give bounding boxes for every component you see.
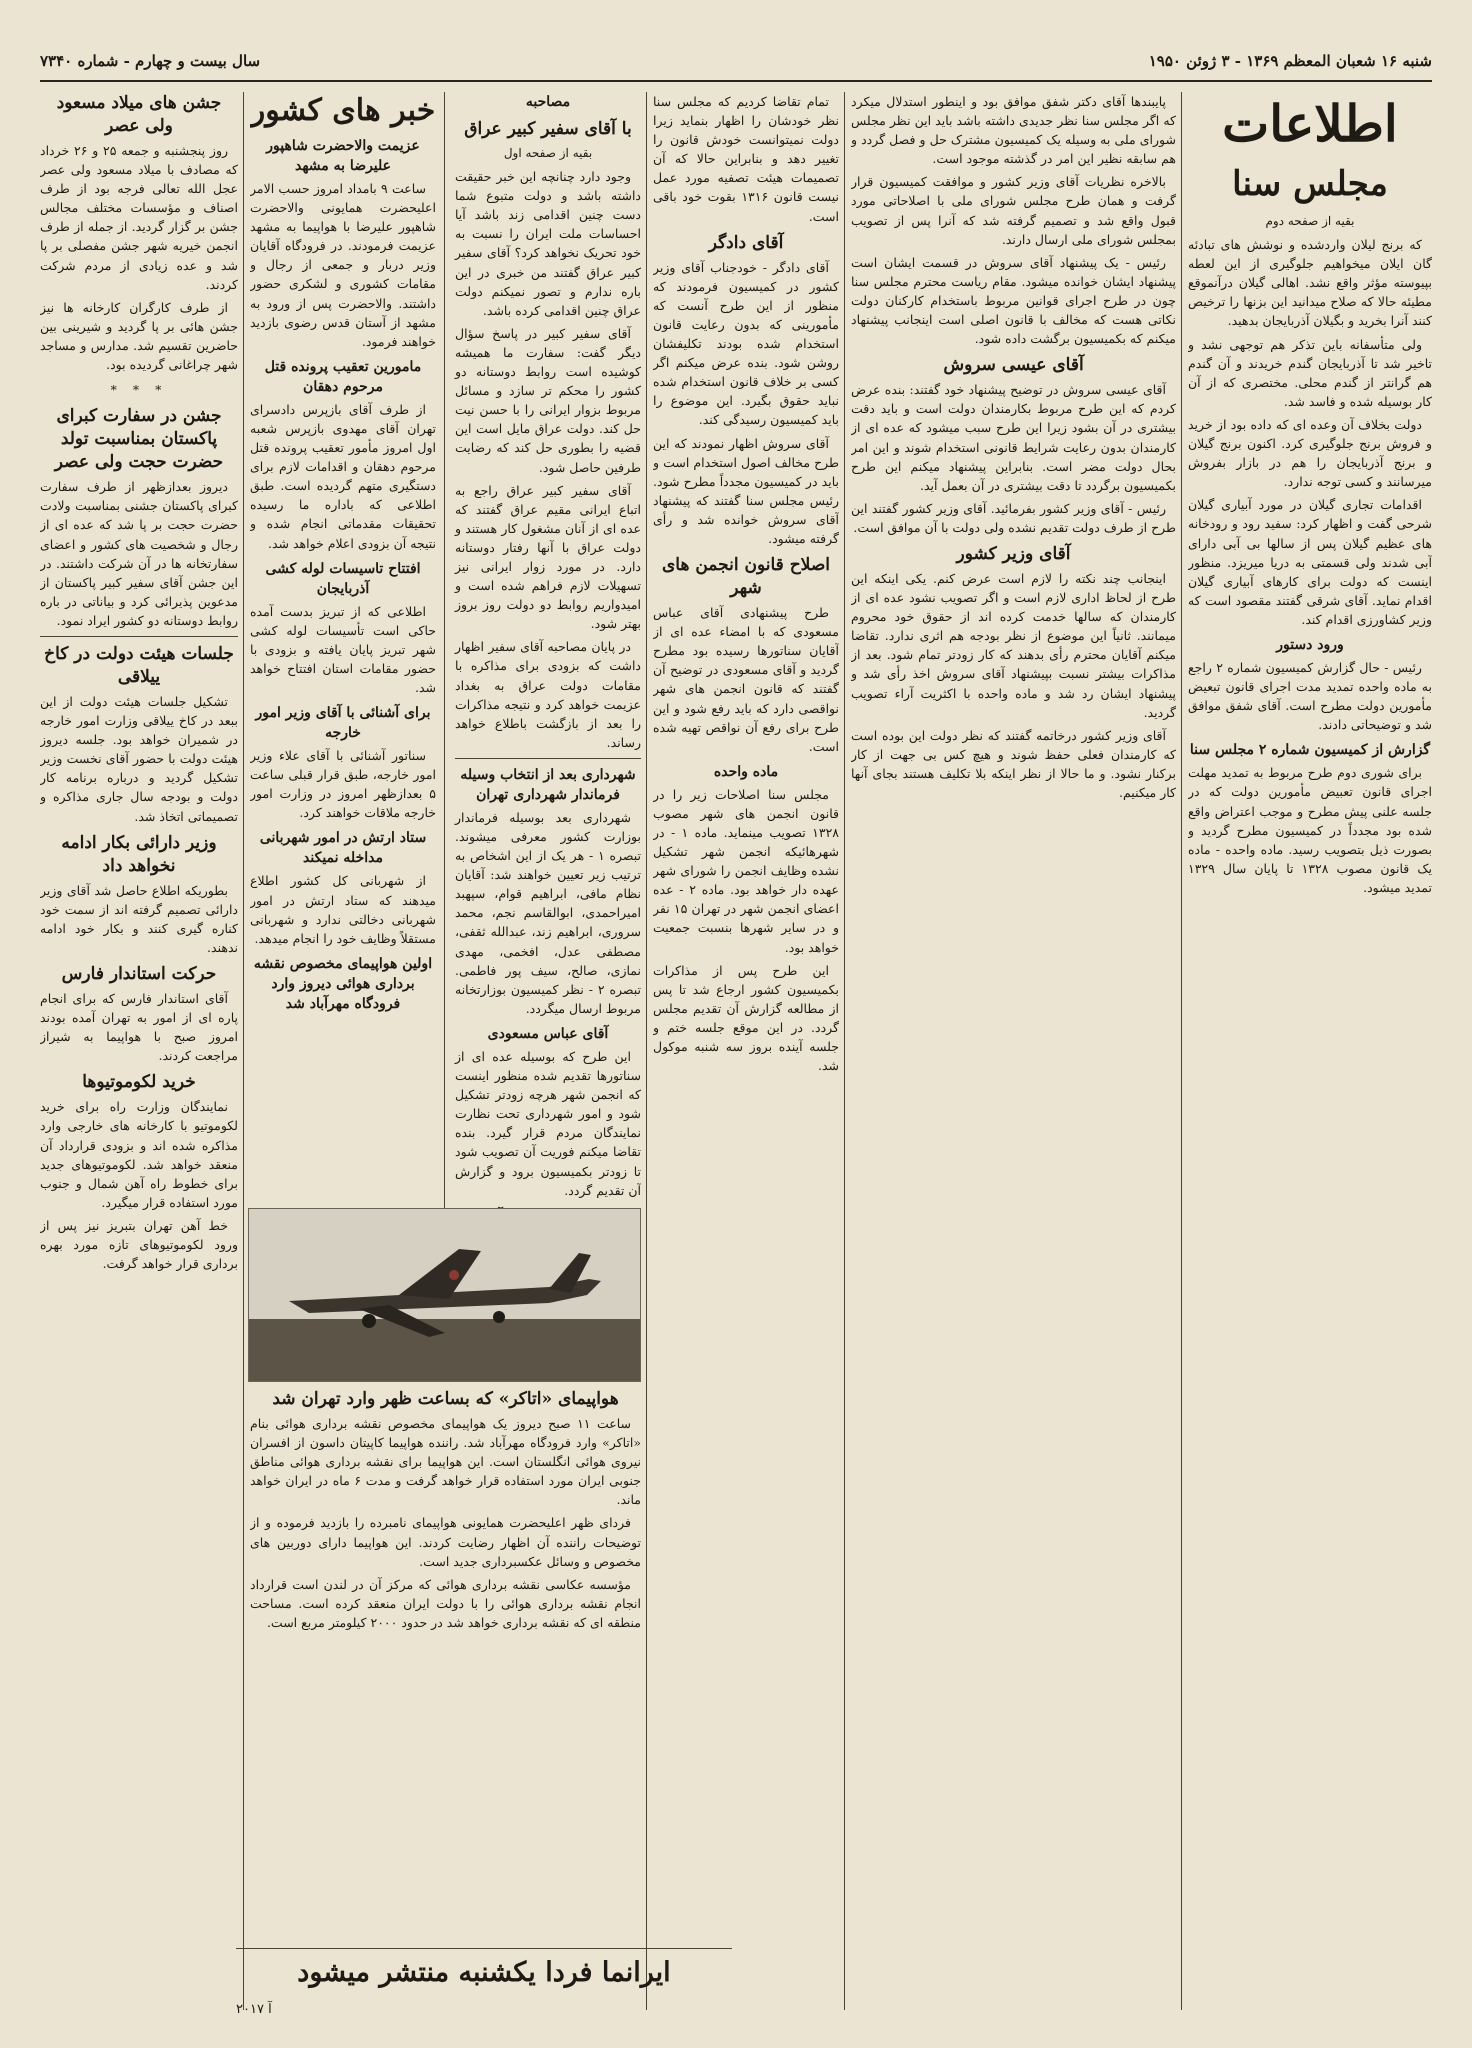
- article-paragraph: این طرح که بوسیله عده ای از سناتورها تقدیم شده منظور اینست که انجمن شهر هرچه زودتر تشکیل شود و امور شهرداری تحت نظارت نمایندگان مردم قرار گیرد. بنده تقاضا میکنم فوریت آن تصویب شود تا زودتر بکمیسیون برود و گزارش آن تقدیم گردد.: [455, 1048, 641, 1198]
- article-paragraph: وجود دارد چنانچه این خبر حقیقت داشته باشد و دولت متبوع شما دست چنین اقدامی زند باشد آیا احساسات ملت ایران را نسبت به خود تحریک نخواهد کرد؟ آقای سفیر کبیر عراق گفتند من خبری در این باره ندارم و تصور نمیکنم دولت عراق چنین اقدامی کرده باشد.: [455, 169, 641, 318]
- brief-headline: خرید لکوموتیوها: [82, 1072, 196, 1093]
- national-news-headline: خبر های کشور: [250, 93, 436, 128]
- section-subhead: شهرداری بعد از انتخاب وسیله فرماندار شهرداری تهران: [460, 766, 636, 803]
- column-rule: [646, 92, 647, 2010]
- top-split: [250, 92, 641, 1366]
- news-subhead: برای آشنائی با آقای وزیر امور خارجه: [255, 705, 431, 742]
- interview-headline: با آقای سفیر کبیر عراق: [464, 119, 632, 139]
- brief-headline: جلسات هیئت دولت در کاخ ییلاقی: [44, 643, 234, 687]
- section-subhead: آقای عیسی سروش: [943, 355, 1084, 376]
- news-subhead: ستاد ارتش در امور شهربانی مداخله نمیکند: [259, 830, 427, 867]
- separator-stars: * * *: [110, 382, 168, 398]
- news-paragraph: اطلاعی که از تبریز بدست آمده حاکی است تأسیسات لوله کشی شهر تبریز پایان یافته و بزودی با حضور مقامات استان افتتاح خواهد شد.: [250, 603, 436, 695]
- article-paragraph: مجلس سنا اصلاحات زیر را در قانون انجمن های شهر مصوب ۱۳۲۸ تصویب مینماید. ماده ۱ - در شهرهائیکه انجمن شهر تشکیل نشده وظایف انجمن را شورای شهر عهده دار خواهد بود. ماده ۲ - عده اعضای انجمن شهر در تهران ۱۵ نفر و در سایر شهرها بنسبت جمعیت خواهد بود.: [653, 786, 839, 955]
- brief-headline: جشن در سفارت کبرای پاکستان بمناسبت تولد حضرت حجت ولی عصر: [54, 406, 224, 473]
- brief-paragraph: از طرف کارگران کارخانه ها نیز جشن هائی بر پا گردید و شیرینی بین حاضرین تقسیم شد. مدارس و مساجد شهر چراغانی گردیده بود.: [40, 299, 238, 373]
- article-paragraph: اینجانب چند نکته را لازم است عرض کنم. یکی اینکه این طرح از لحاظ اداری لازم است و اگر تصویب نشود عده ای از کارمندان که سالها خدمت کرده اند از حقوق خود محروم میمانند. ثانیاً این موضوع از نظر بودجه هم اثری ندارد. تقاضا میکنم آقایان محترم رأی بدهند که کار زودتر تمام شود. بعد از مذاکرات بیشتر نسبت بپیشنهاد آقای سروش اخذ رأی شد و پیشنهاد ایشان رد شد و ماده واحده با اکثریت آراء تصویب گردید.: [851, 570, 1176, 720]
- article-paragraph: آقای دادگر - خودجناب آقای وزیر کشور در کمیسیون فرمودند که منظور از این طرح آنست که مأمورینی که بدون رعایت قانون استخدام شده بودند تکلیفشان روشن شود. بنده عرض میکنم اگر کسی بر خلاف قانون استخدام شده نباید حقوق بگیرد. این موضوع را باید کمیسیون رسیدگی کند.: [653, 259, 839, 428]
- article-paragraph: که برنج لیلان واردشده و نوشش های تبادئه گان ایلان میخواهیم جلوگیری از این لعطه بپیوسته مؤثر واقع نشد. اهالی گیلان درآنموقع مطیئه حالا که صلاح میدانید این بزنها را ترخیص کنند آنرا بخرید و بگیلان آذربایجان بدهید.: [1188, 237, 1432, 329]
- brief-headline: وزیر دارائی بکار ادامه نخواهد داد: [61, 832, 217, 876]
- article-paragraph: این طرح پس از مذاکرات بکمیسیون کشور ارجاع شد تا پس از مطالعه گزارش آن تقدیم مجلس گردد. در این موقع جلسه ختم و جلسه آینده بروز سه شنبه موکول شد.: [653, 962, 839, 1074]
- section-subhead: اصلاح قانون انجمن های شهر: [662, 555, 830, 599]
- aircraft-photo: [248, 1208, 641, 1382]
- article-paragraph: اقدامات تجاری گیلان در مورد آبیاری گیلان شرحی گفت و اظهار کرد: سفید رود و رودخانه های عظیم گیلان پس از سالها بی آبی دارای آبی شدند ولی قسمتی به دریا میریزد. منظور اینست که دولت برای کارهای آبیاری گیلان اقدام نماید. آقای شرقی گفتند مقصود است که وزیر کشاورزی اقدام کند.: [1188, 497, 1432, 627]
- article-paragraph: شهرداری بعد بوسیله فرماندار بوزارت کشور معرفی میشوند. تبصره ۱ - هر یک از این اشخاص به ترتیب زیر تعیین خواهند شد: آقایان نظام مافی، ابراهیم قوام، سپهبد امیراحمدی، ابوالقاسم نجم، محمد سروری، ابراهیم زند، عبدالله ثقفی، مصطفی عدل، افخمی، مهدی نمازی، صالح، سیف پور فاطمی. تبصره ۲ - نظر کمیسیون بوزارتخانه مربوط ارسال میگردد.: [455, 809, 641, 1016]
- brief-headline: جشن های میلاد مسعود ولی عصر: [56, 93, 222, 136]
- article-paragraph: پایبندها آقای دکتر شفق موافق بود و اینطور استدلال میکرد که اگر مجلس سنا نظر جدیدی داشته باشد باید این نظر مجلس شورای ملی به وسیله یک کمیسیون مشترک حل و فصل گردد و هم سابقه نظیر این امر در گذشته موجود است.: [851, 94, 1176, 167]
- article-paragraph: رئیس - آقای وزیر کشور بفرمائید. آقای وزیر کشور گفتند این طرح از طرف دولت تقدیم نشده ولی دولت با آن موافق است.: [851, 500, 1176, 535]
- news-subhead: عزیمت والاحضرت شاهپور علیرضا به مشهد: [266, 138, 420, 174]
- column-senate-debate: [653, 92, 839, 2018]
- brief-paragraph: تشکیل جلسات هیئت دولت از این ببعد در کاخ ییلاقی وزارت امور خارجه در شمیران خواهد بود. جلسه دیروز هیئت دولت با حضور آقای نخست وزیر تشکیل گردید و درباره برنامه کار دولت و بودجه سال جاری مذاکره و تصمیماتی اتخاذ شد.: [40, 693, 238, 824]
- continued-note: بقیه از صفحه دوم: [1265, 214, 1355, 228]
- article-paragraph: دولت بخلاف آن وعده ای که داده بود از خرید و فروش برنج جلوگیری کرد. اکنون برنج گیلان و برنج آذربایجان را هم در بازار بفروش میرسانند و کسی توجه ندارد.: [1188, 416, 1432, 490]
- brief-headline: حرکت استاندار فارس: [61, 964, 217, 984]
- aircraft-story: [250, 1388, 641, 1936]
- article-paragraph: آقای سفیر کبیر در پاسخ سؤال دیگر گفت: سفارت ما همیشه کوشیده است روابط دوستانه دو کشور را محکم تر سازد و مسائل مربوط بزوار ایرانی را با حسن نیت حل کند. دولت عراق مایل است این قضیه را بطوری حل کند که رضایت طرفین حاصل شود.: [455, 325, 641, 475]
- section-subhead: ورود دستور: [1276, 636, 1344, 653]
- interview-section: [455, 92, 641, 1366]
- news-paragraph: از شهربانی کل کشور اطلاع میدهند که ستاد ارتش در امور شهربانی دخالتی ندارد و شهربانی مستقلاً وظایف خود را انجام میدهد.: [250, 873, 436, 946]
- brief-paragraph: نمایندگان وزارت راه برای خرید لکوموتیو با کارخانه های خارجی وارد مذاکره شده اند و بزودی قرارداد آن منعقد خواهد شد. لکوموتیوهای جدید برای خطوط راه آهن شمال و جنوب مورد استفاده قرار میگیرد.: [40, 1099, 238, 1210]
- issue-date: شنبه ۱۶ شعبان المعظم ۱۳۶۹ - ۳ ژوئن ۱۹۵۰: [1148, 52, 1432, 70]
- news-paragraph: ساعت ۹ بامداد امروز حسب الامر اعلیحضرت همایونی والاحضرت شاهپور علیرضا با هواپیما به مشهد عزیمت فرمودند. در فرودگاه آقایان وزیر دربار و جمعی از رجال و مقامات کشوری و لشکری حضور داشتند. والاحضرت پس از ورود به مشهد از آستان قدس رضوی بازدید خواهند فرمود.: [250, 181, 436, 349]
- news-subhead: مامورین تعقیب پرونده قتل مرحوم دهقان: [264, 358, 422, 395]
- article-paragraph: آقای سروش اظهار نمودند که این طرح مخالف اصول استخدام است و باید در کمیسیون مجدداً مطرح شود. رئیس مجلس سنا گفتند که پیشنهاد آقای سروش خوانده شد و رأی گرفته میشود.: [653, 435, 839, 546]
- interview-kicker: مصاحبه: [525, 94, 571, 110]
- issue-number: سال بیست و چهارم - شماره ۷۳۴۰: [40, 52, 261, 70]
- article-paragraph: بالاخره نظریات آقای وزیر کشور و موافقت کمیسیون قرار گرفت و همان طرح مجلس شورای ملی با اصلاحاتی مورد قبول واقع شد و تصمیم گرفته شد که آنرا پس از تصویب بمجلس شورای ملی ارسال دارند.: [851, 174, 1176, 247]
- section-subhead: آقای وزیر کشور: [956, 543, 1071, 564]
- column-rule: [1181, 92, 1182, 2010]
- divider: [40, 636, 238, 637]
- continued-note: بقیه از صفحه اول: [503, 146, 593, 160]
- section-subhead: گزارش از کمیسیون شماره ۲ مجلس سنا: [1189, 742, 1431, 759]
- article-paragraph: برای شوری دوم طرح مربوط به تمدید مهلت اجرای قانون تعبیض مأمورین دولت که در جلسه علنی پیش مطرح و موجب اعتراض واقع شده بود مجدداً در کمیسیون مطرح گردید و بصورت ذیل بتصویب رسید. ماده واحده - ماده یک قانون مصوب ۱۳۲۸ تا پایان سال ۱۳۲۹ تمدید میشود.: [1188, 765, 1432, 895]
- article-paragraph: آقای وزیر کشور درخاتمه گفتند که نظر دولت این بوده است که کارمندان فعلی حفظ شوند و هیچ کس بی جهت از کار برکنار نشود. و ما حالا از نظر اینکه بلا تکلیف هستند بجای آنها کار میکنیم.: [851, 727, 1176, 800]
- column-senate-continued: [851, 92, 1176, 2018]
- brief-paragraph: خط آهن تهران بتبریز نیز پس از ورود لکوموتیوهای تازه مورد بهره برداری قرار خواهد گرفت.: [40, 1217, 238, 1272]
- news-paragraph: مؤسسه عکاسی نقشه برداری هوائی که مرکز آن در لندن است قرارداد انجام نقشه برداری هوائی را با دولت ایران منعقد کرده است. مساحت منطقه ای که نقشه برداری خواهد شد در حدود ۲۰۰۰ کیلومتر مربع است.: [250, 1576, 641, 1630]
- article-paragraph: ولی متأسفانه باین تذکر هم توجهی نشد و تاخیر شد تا آذربایجان گندم خریدند و آن گندم هم گرانتر از گندم محلی. مختصری که از آن کار بوسیله شده و فاسد شد.: [1188, 336, 1432, 409]
- newspaper-logo: اطلاعات: [1222, 94, 1398, 153]
- footer-banner: ایرانما فردا یکشنبه منتشر میشود: [236, 1948, 732, 1988]
- section-subhead: ماده واحده: [713, 763, 779, 780]
- news-paragraph: فردای ظهر اعلیحضرت همایونی هواپیمای نامبرده را بازدید فرموده و از توضیحات راننده آن اظهار رضایت کردند. این هواپیما دارای دوربین های مخصوص و وسائل عکسبرداری جدید است.: [250, 1515, 641, 1569]
- article-paragraph: در پایان مصاحبه آقای سفیر اظهار داشت که بزودی برای مذاکره با مقامات دولت عراق به بغداد عزیمت خواهد کرد و نتیجه مذاکرات را بعد از بازگشت باطلاع خواهد رساند.: [455, 639, 641, 750]
- article-paragraph: طرح پیشنهادی آقای عباس مسعودی که با امضاء عده ای از آقایان سناتورها رسیده بود مطرح گردید و آقای مسعودی در توضیح آن گفتند که قانون انجمن های شهر نواقصی دارد که باید رفع شود و این طرح برای رفع آن نواقص تهیه شده است.: [653, 605, 839, 754]
- article-paragraph: آقای سفیر کبیر عراق راجع به اتباع ایرانی مقیم عراق گفتند که عده ای از آنان مشغول کار هستند و دولت عراق با آنها رفتار دوستانه دارد. در مورد زوار ایرانی نیز تسهیلات لازم فراهم شده است و امیدواریم روابط دو دولت روز بروز بهتر شود.: [455, 482, 641, 632]
- article-paragraph: رئیس - یک پیشنهاد آقای سروش در قسمت ایشان است پیشنهاد ایشان خوانده میشود. مقام ریاست محترم مجلس سنا چون در طرح اجرای قوانین مربوط باستخدام کارکنان دولت نکاتی هست که مخالف با قانون اصلی است اینجانب پیشنهاد میکنم که بکمیسیون برگشت داده شود.: [851, 254, 1176, 347]
- aircraft-illustration: [249, 1209, 640, 1381]
- national-news-section: [250, 92, 445, 1366]
- divider: [455, 758, 641, 759]
- column-senate: [1188, 92, 1432, 2018]
- news-paragraph: سناتور آشنائی با آقای علاء وزیر امور خارجه، طبق قرار قبلی ساعت ۵ بعدازظهر امروز در وزارت امور خارجه ملاقات خواهند کرد.: [250, 748, 436, 821]
- article-paragraph: آقای عیسی سروش در توضیح پیشنهاد خود گفتند: بنده عرض کردم که این طرح مربوط بکارمندان دولت است و باید دقت بیشتری در آن بشود زیرا این طرح سبب میشود که عده ای از کارمندان بدون رعایت شرایط قانونی استخدام شوند و این امر بحال دولت مضر است. بنابراین پیشنهاد میکنم این طرح بکمیسیون برگردد تا دقت بیشتری در آن بعمل آید.: [851, 382, 1176, 493]
- footer-code: آ ۲۰۱۷: [236, 2002, 272, 2017]
- news-subhead: افتتاح تاسیسات لوله کشی آذربایجان: [265, 560, 421, 597]
- senate-headline: مجلس سنا: [1232, 164, 1388, 204]
- brief-paragraph: دیروز بعدازظهر از طرف سفارت کبرای پاکستان جشنی بمناسبت ولادت حضرت حجت بر پا شد که عده ای از رجال و شخصیت های کشور و اعضای سفارتخانه ها در آن شرکت داشتند. در این جشن آقای سفیر کبیر پاکستان از مدعوین پذیرائی کرد و بیاناتی در باره روابط دوستانه دو کشور ایراد نمود.: [40, 479, 238, 628]
- news-paragraph: از طرف آقای بازپرس دادسرای تهران آقای مهدوی بازپرس شعبه اول امروز مأمور تعقیب پرونده قتل مرحوم دهقان و اقدامات لازم برای دستگیری متهم گردیده است. طبق اطلاعی که باداره ما رسیده تحقیقات مقدماتی انجام شده و نتیجه آن بزودی اعلام خواهد شد.: [250, 401, 436, 551]
- column-rule: [243, 92, 244, 2010]
- masthead: [40, 30, 1432, 82]
- news-subhead: اولین هواپیمای مخصوص نقشه برداری هوائی دیروز وارد فرودگاه مهرآباد شد: [253, 955, 433, 1012]
- brief-paragraph: بطوریکه اطلاع حاصل شد آقای وزیر دارائی تصمیم گرفته اند از سمت خود کناره گیری کنند و بکار خود ادامه ندهند.: [40, 882, 238, 955]
- news-paragraph: ساعت ۱۱ صبح دیروز یک هواپیمای مخصوص نقشه برداری هوائی بنام «اتاکر» وارد فرودگاه مهرآباد شد. راننده هواپیما کاپیتان داسون از افسران نیروی هوائی انگلستان است. این هواپیما برای نقشه برداری هوائی مناطق جنوبی ایران مورد استفاده قرار خواهد گرفت و مدت ۶ ماه در ایران خواهد ماند.: [250, 1416, 641, 1508]
- section-subhead: آقای دادگر: [708, 232, 784, 253]
- article-paragraph: تمام تقاضا کردیم که مجلس سنا نظر خودشان را اظهار بنماید زیرا دولت نمیتوانست خودش قانون را تغییر دهد و بنابراین حالا که آن تصمیمات هیئت تصفیه مورد عمل نیست قانون ۱۳۱۶ بقوت خود باقی است.: [653, 94, 839, 224]
- column-rule: [844, 92, 845, 2010]
- section-subhead: آقای عباس مسعودی: [487, 1025, 609, 1042]
- photo-caption: هواپیمای «اتاکر» که بساعت ظهر وارد تهران شد: [272, 1389, 619, 1409]
- brief-paragraph: آقای استاندار فارس که برای انجام پاره ای از امور به تهران آمده بودند امروز صبح با هواپیما به شیراز مراجعت کردند.: [40, 991, 238, 1064]
- brief-paragraph: روز پنجشنبه و جمعه ۲۵ و ۲۶ خرداد که مصادف با میلاد مسعود ولی عصر عجل الله تعالی فرجه بود از طرف اصناف و مؤسسات مختلف مجالس جشن بر گزار گردید. از جمله از طرف انجمن خیریه شهر جشن مفصلی بر پا شد و عده زیادی از مردم شرکت کردند.: [40, 143, 238, 292]
- column-briefs: [40, 92, 238, 2018]
- article-paragraph: رئیس - حال گزارش کمیسیون شماره ۲ راجع به ماده واحده تمدید مدت اجرای قانون تبعیض مأمورین دولت مطرح است. آقای شفق موافق شد و توضیحاتی دادند.: [1188, 659, 1432, 733]
